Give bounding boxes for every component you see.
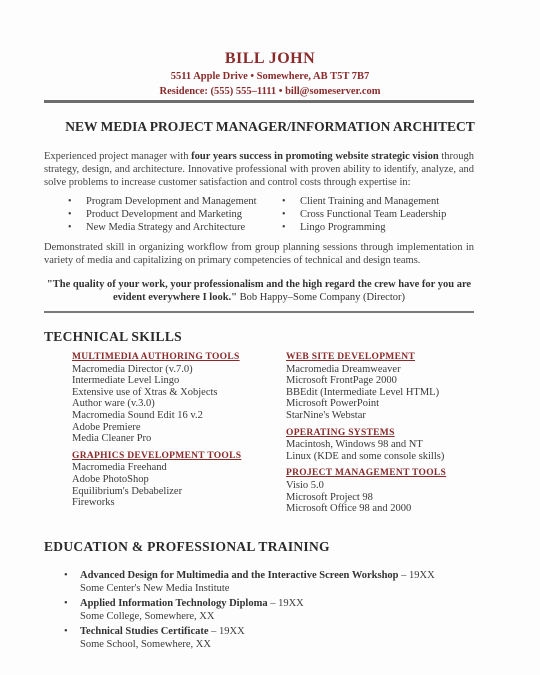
skill-item: Media Cleaner Pro [72, 433, 152, 445]
summary-rest: through strategy, design, and architecture. Innovative professional with proven ability to identify, analyze, and solve problems to increase customer satisfaction and control costs through expertise in: [44, 151, 475, 188]
degree-name: Technical Studies Certificate [80, 626, 209, 637]
skill-item: BBEdit (Intermediate Level HTML) [286, 386, 440, 398]
degree-name: Applied Information Technology Diploma [80, 598, 268, 609]
skill-group-heading: PROJECT MANAGEMENT TOOLS [286, 468, 447, 479]
institution-name: Some Center's New Media Institute [80, 582, 230, 594]
skill-item: Microsoft PowerPoint [286, 398, 380, 410]
skill-item: Author ware (v.3.0) [72, 398, 155, 410]
summary-highlight: four years success in promoting website strategic vision [191, 151, 439, 162]
education-item [64, 570, 484, 595]
expertise-item: • Program Development and Management [64, 195, 274, 208]
institution-name: Some School, Somewhere, XX [80, 638, 211, 650]
skill-item: Microsoft Project 98 [286, 491, 373, 503]
skill-item: StarNine's Webstar [286, 409, 366, 421]
skills-column-left [72, 352, 282, 509]
skill-item: Macintosh, Windows 98 and NT [286, 439, 423, 451]
header-divider [44, 100, 474, 103]
expertise-item: • Product Development and Marketing [64, 208, 274, 221]
degree-year: – 19XX [398, 570, 435, 581]
skill-item: Equilibrium's Debabelizer [72, 485, 183, 497]
job-title: NEW MEDIA PROJECT MANAGER/INFORMATION ARCHITECT [65, 119, 475, 134]
expertise-list-right [278, 195, 478, 234]
skill-group-heading: GRAPHICS DEVELOPMENT TOOLS [72, 450, 242, 461]
section-divider [44, 311, 474, 313]
degree-name: Advanced Design for Multimedia and the Interactive Screen Workshop [80, 570, 399, 581]
summary-paragraph [44, 150, 474, 189]
skill-item: Linux (KDE and some console skills) [286, 450, 445, 462]
education-list [64, 570, 484, 654]
contact-line: Residence: (555) 555–1111 • bill@someserver.com [159, 86, 381, 97]
skill-item: Adobe PhotoShop [72, 473, 149, 485]
skill-item: Macromedia Director (v.7.0) [72, 363, 193, 375]
street-address: 5511 Apple Drive • Somewhere, AB T5T 7B7 [170, 71, 370, 82]
skill-item: Intermediate Level Lingo [72, 375, 180, 387]
skill-group-heading: WEB SITE DEVELOPMENT [286, 352, 415, 362]
skill-item: Macromedia Freehand [72, 462, 167, 474]
education-item [64, 598, 484, 623]
expertise-list-left [64, 195, 274, 234]
summary-lead: Experienced project manager with [44, 151, 192, 162]
institution-name: Some College, Somewhere, XX [80, 610, 215, 622]
skill-item: Microsoft Office 98 and 2000 [286, 503, 412, 515]
expertise-item: • Lingo Programming [278, 221, 478, 234]
education-heading: EDUCATION & PROFESSIONAL TRAINING [44, 539, 330, 554]
skill-group-heading: MULTIMEDIA AUTHORING TOOLS [72, 352, 240, 362]
expertise-item: • New Media Strategy and Architecture [64, 221, 274, 234]
skill-item: Fireworks [72, 497, 115, 509]
skills-column-right [286, 352, 486, 515]
skill-item: Visio 5.0 [286, 479, 324, 491]
technical-skills-heading: TECHNICAL SKILLS [44, 329, 182, 344]
expertise-item: • Cross Functional Team Leadership [278, 208, 478, 221]
skill-item: Macromedia Sound Edit 16 v.2 [72, 409, 203, 421]
degree-year: – 19XX [267, 598, 304, 609]
skill-item: Macromedia Dreamweaver [286, 363, 401, 375]
expertise-item: • Client Training and Management [278, 195, 478, 208]
quote-attribution: Bob Happy–Some Company (Director) [237, 292, 405, 303]
demonstrated-paragraph: Demonstrated skill in organizing workflow from group planning sessions through implementation in variety of media and capitalizing on primary competencies of technical and design teams. [44, 242, 474, 266]
education-item [64, 626, 484, 651]
quote-text: "The quality of your work, your professionalism and the high regard the crew have for you are evident everywhere I look." [46, 279, 472, 303]
skill-item: Adobe Premiere [72, 421, 141, 433]
testimonial-quote [44, 278, 474, 304]
degree-year: – 19XX [208, 626, 245, 637]
skill-item: Microsoft FrontPage 2000 [286, 375, 397, 387]
skill-item: Extensive use of Xtras & Xobjects [72, 386, 218, 398]
skill-group-heading: OPERATING SYSTEMS [286, 427, 395, 438]
candidate-name: BILL JOHN [224, 50, 316, 67]
